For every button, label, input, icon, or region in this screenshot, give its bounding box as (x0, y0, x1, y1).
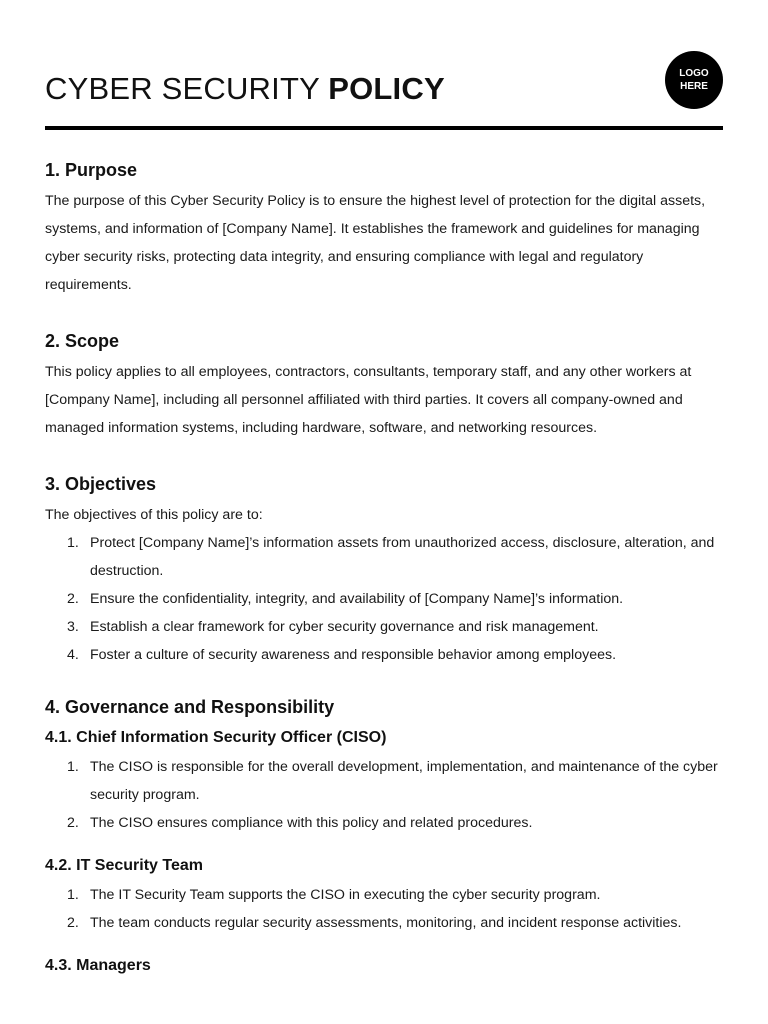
page-title (45, 70, 445, 108)
subsection-heading-it-team: 4.2. IT Security Team (45, 857, 203, 874)
title-regular: CYBER SECURITY (45, 71, 329, 106)
list-item: 4. Foster a culture of security awareness and responsible behavior among employees. (67, 647, 617, 663)
document-header (45, 0, 723, 126)
logo-placeholder (665, 51, 723, 109)
list-item: 2. The team conducts regular security assessments, monitoring, and incident response activities. (67, 915, 682, 931)
list-item: 3. Establish a clear framework for cyber security governance and risk management. (67, 619, 599, 635)
list-item: 2. Ensure the confidentiality, integrity, and availability of [Company Name]’s information. (67, 591, 624, 607)
document-body (45, 155, 723, 979)
logo-text-line1: LOGO (679, 68, 709, 79)
logo-text-line2: HERE (680, 81, 708, 92)
section-heading-objectives: 3. Objectives (45, 474, 157, 494)
section-heading-purpose: 1. Purpose (45, 160, 138, 180)
list-item: 1. Protect [Company Name]’s information assets from unauthorized access, disclosure, alteration, and destruction. (67, 535, 715, 579)
list-item: 1. The IT Security Team supports the CISO in executing the cyber security program. (67, 887, 601, 903)
section-heading-scope: 2. Scope (45, 331, 120, 351)
document-page (45, 0, 723, 974)
title-bold: POLICY (328, 71, 445, 106)
objectives-intro: The objectives of this policy are to: (45, 507, 263, 523)
list-item: 1. The CISO is responsible for the overall development, implementation, and maintenance of the cyber security program. (67, 759, 718, 803)
section-body-scope: This policy applies to all employees, contractors, consultants, temporary staff, and any other workers at [Company Name], including all personnel affiliated with third parties. It covers all company-owned and managed information systems, including hardware, software, and networking resources. (45, 364, 692, 436)
objectives-list (45, 529, 723, 669)
subsection-heading-ciso: 4.1. Chief Information Security Officer (CISO) (45, 729, 387, 746)
section-body-purpose: The purpose of this Cyber Security Policy is to ensure the highest level of protection for the digital assets, systems, and information of [Company Name]. It establishes the framework and guidelines for managing cyber security risks, protecting data integrity, and ensuring compliance with legal and regulatory requirements. (45, 193, 706, 293)
list-item: 2. The CISO ensures compliance with this policy and related procedures. (67, 815, 533, 831)
it-team-list (45, 881, 723, 937)
header-divider (45, 126, 723, 130)
section-heading-governance: 4. Governance and Responsibility (45, 697, 335, 717)
ciso-list (45, 753, 723, 837)
subsection-heading-managers: 4.3. Managers (45, 957, 151, 974)
